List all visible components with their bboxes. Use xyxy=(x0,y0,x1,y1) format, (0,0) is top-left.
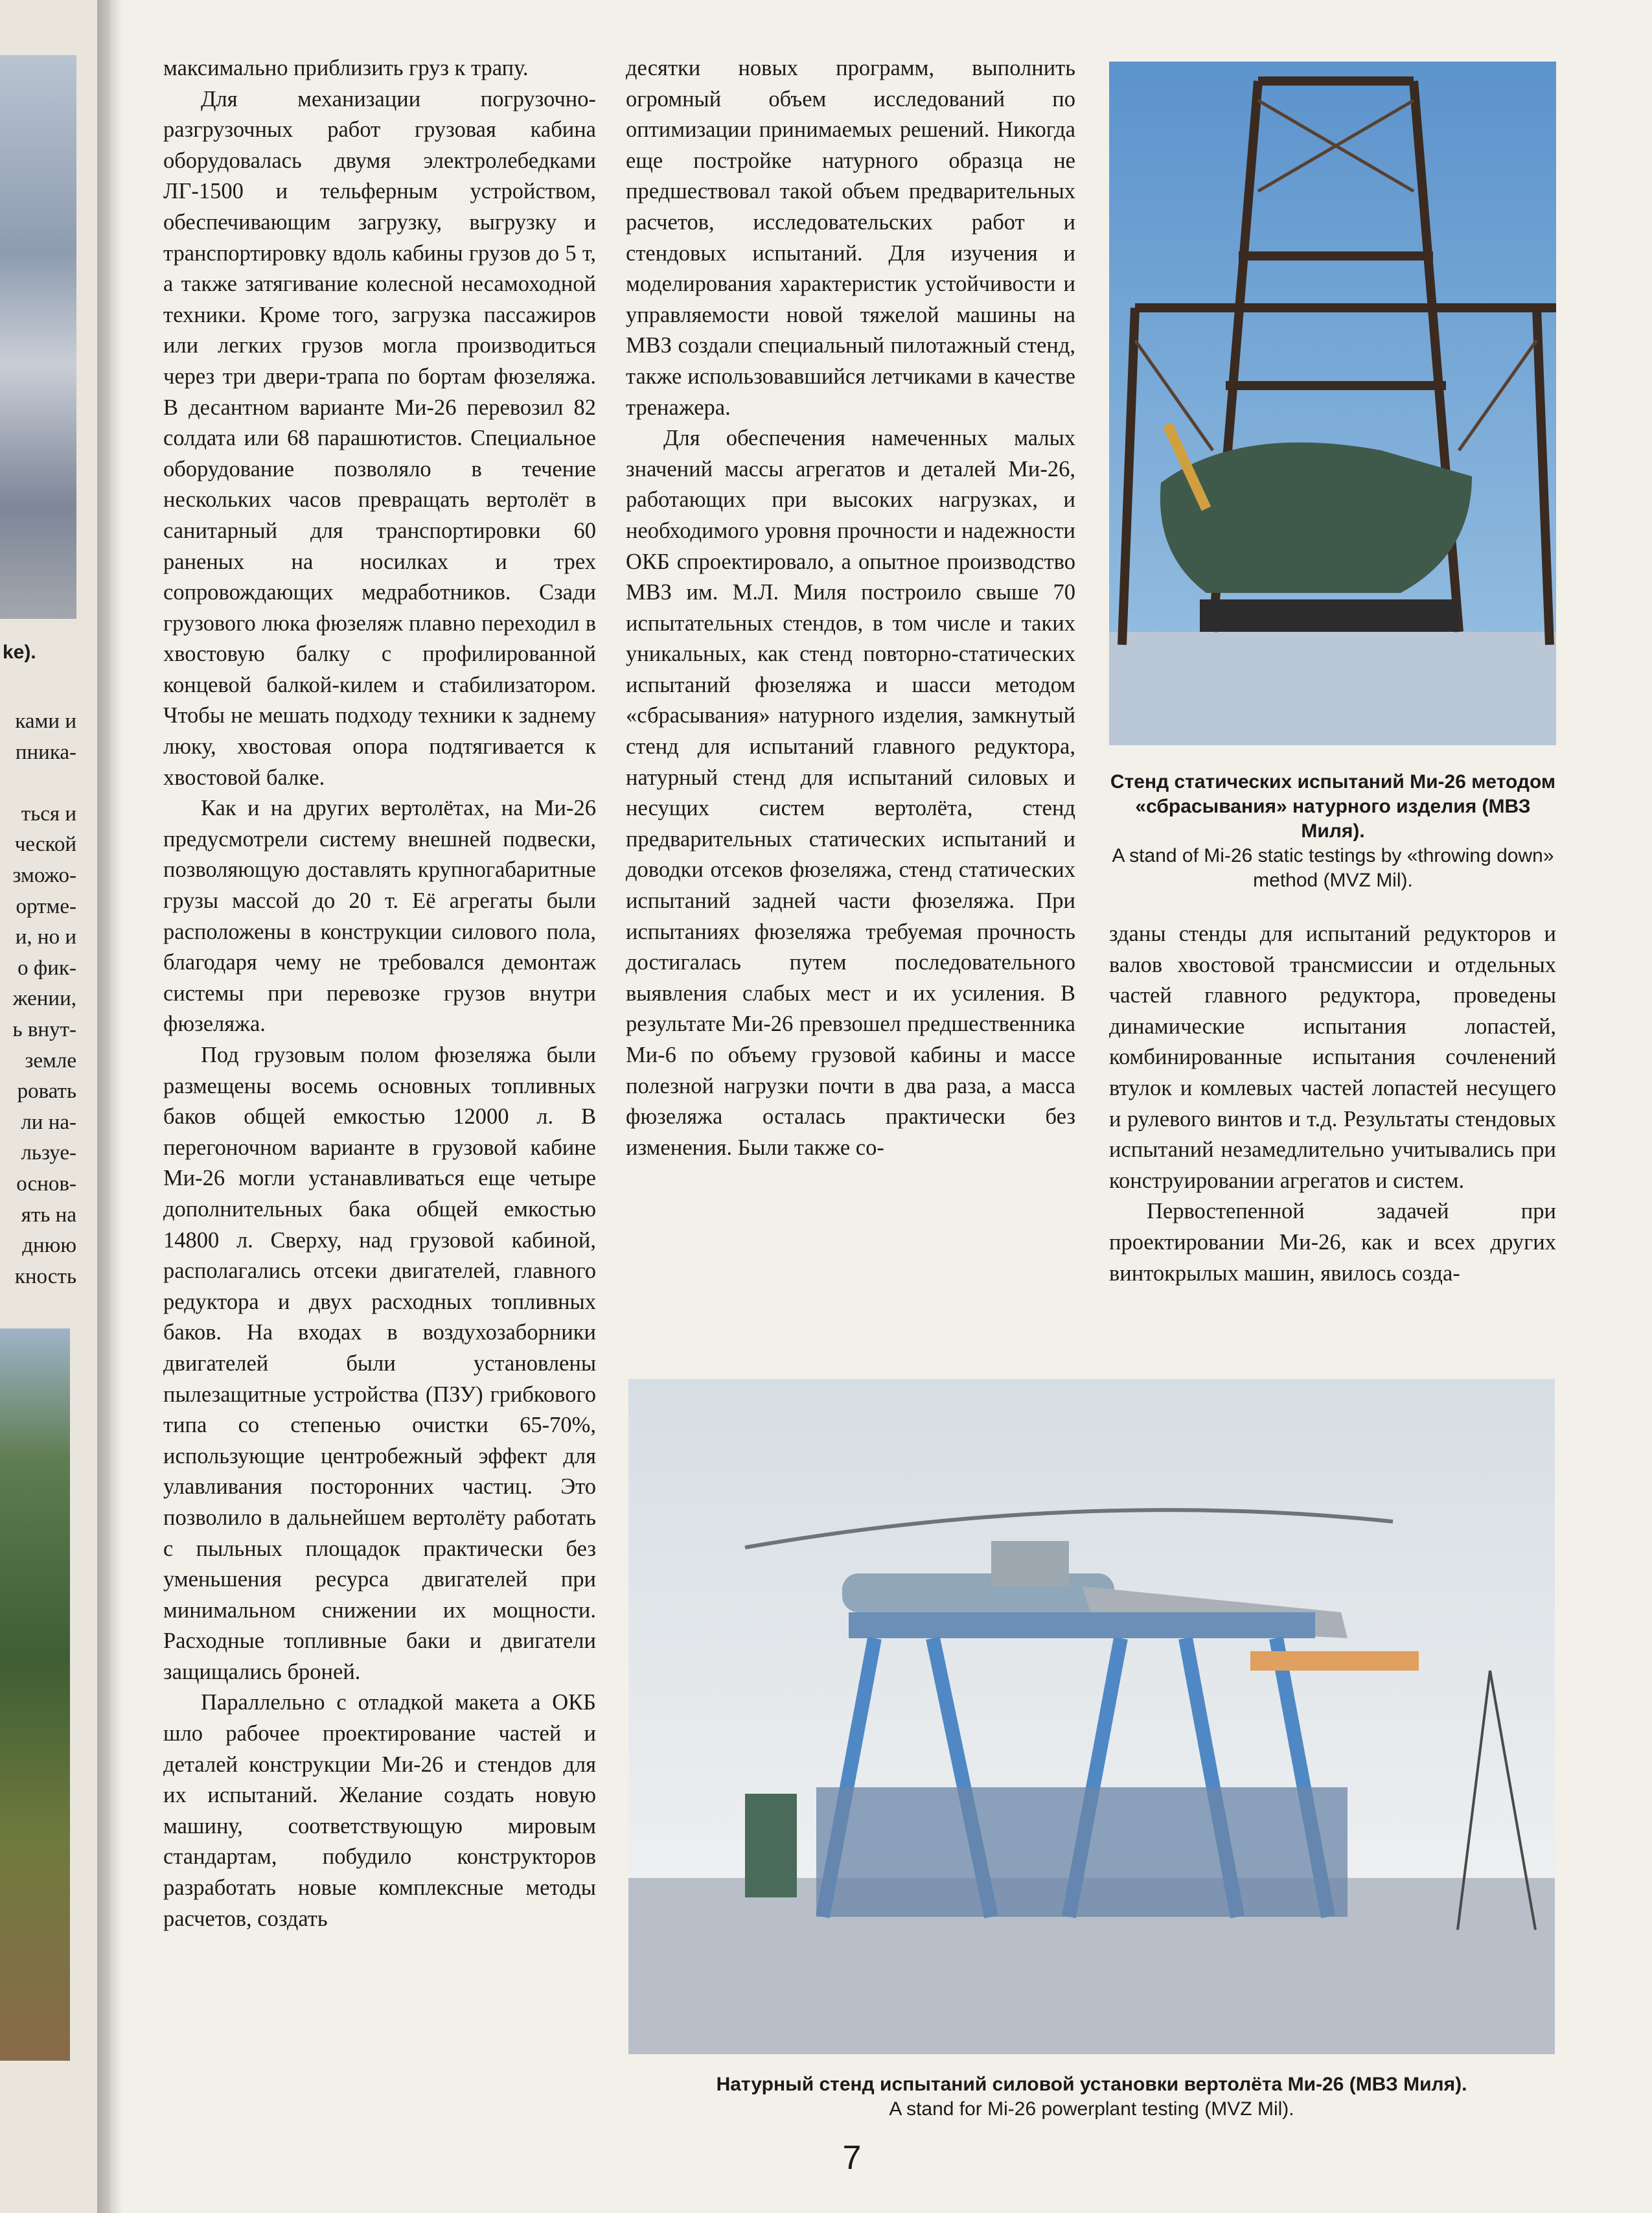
page-number: 7 xyxy=(842,2139,862,2177)
static-stand-illustration xyxy=(1109,62,1556,745)
fragment-line: пника- xyxy=(15,740,76,764)
previous-page-photo-bottom xyxy=(0,1328,70,2061)
fragment-line: ли на- xyxy=(21,1110,76,1134)
fragment-line: жении, xyxy=(12,987,76,1011)
fragment-line: ровать xyxy=(17,1080,76,1104)
fragment-line: ческой xyxy=(14,833,76,857)
paragraph: Как и на других вертолётах, на Ми-26 предусмотрели систему внешней подвески, позволяющую доставлять крупногабаритные грузы массой до 20 т. Её агрегаты были расположены в конструкции силового пола, благодаря чему не требовался демонтаж системы при перевозке грузов внутри фюзеляжа. xyxy=(163,796,596,1037)
paragraph: зданы стенды для испытаний редукторов и валов хвостовой трансмиссии и отдельных частей главного редуктора, проведены динамические испытания лопастей, комбинированные испытания сочленений втулок и комлевых частей лопастей несущего и рулевого винтов и т.д. Результаты стендовых испытаний незамедлительно учитывались при конструировании агрегатов и систем. xyxy=(1109,921,1556,1193)
previous-page-edge xyxy=(0,0,110,2213)
previous-page-caption-fragment: ke). xyxy=(3,642,36,663)
caption-russian: Натурный стенд испытаний силовой установки вертолёта Ми-26 (МВЗ Миля). xyxy=(716,2074,1467,2095)
fragment-line: земле xyxy=(25,1049,76,1072)
caption-english: A stand for Mi-26 powerplant testing (MVZ Mil). xyxy=(889,2098,1294,2120)
fragment-line: льзуе- xyxy=(21,1141,76,1165)
paragraph: Для обеспечения намеченных малых значений массы агрегатов и деталей Ми-26, работающих при высоких нагрузках, и необходимого уровня прочности и надежности ОКБ спроектировало, а опытное производство МВЗ им. М.Л. Миля построило свыше 70 испытательных стендов, в том числе и таких уникальных, как стенд повторно-статических испытаний фюзеляжа и шасси методом «сбрасывания» натурного изделия, замкнутый стенд для испытаний главного редуктора, натурный стенд для испытаний силовых и несущих систем вертолёта, стенд предварительных статических испытаний и доводки отсеков фюзеляжа, стенд статических испытаний задней части фюзеляжа. При испытаниях фюзеляжа требуемая прочность достигалась путем последовательного выявления слабых мест и их усиления. В результате Ми-26 превзошел предшественника Ми-6 по объему грузовой кабины и массе полезной нагрузки почти в два раза, а масса фюзеляжа осталась практически без изменения. Были также со- xyxy=(626,426,1075,1160)
fragment-line: ками и xyxy=(15,710,76,733)
fragment-line: ться и xyxy=(21,802,76,826)
text-column-2 xyxy=(626,53,1075,1163)
fragment-line: днюю xyxy=(22,1234,76,1258)
photo-static-test-stand xyxy=(1109,62,1556,745)
fragment-line: и, но и xyxy=(15,925,76,949)
fragment-line: о фик- xyxy=(17,956,76,980)
caption-english: A stand of Mi-26 static testings by «throwing down» method (MVZ Mil). xyxy=(1112,845,1554,891)
figure-1-caption xyxy=(1101,770,1565,893)
powerplant-stand-illustration xyxy=(628,1379,1555,2054)
fragment-line: ортме- xyxy=(16,894,76,918)
caption-russian: Стенд статических испытаний Ми-26 методом «сбрасывания» натурного изделия (МВЗ Миля). xyxy=(1110,771,1556,842)
binding-gutter xyxy=(97,0,123,2213)
fragment-line: основ- xyxy=(16,1172,76,1196)
fragment-line: ять на xyxy=(21,1203,76,1227)
previous-page-photo-top xyxy=(0,55,76,619)
paragraph: максимально приблизить груз к трапу. xyxy=(163,56,529,80)
fragment-line xyxy=(0,768,76,799)
fragment-line: кность xyxy=(14,1264,76,1288)
figure-2-caption xyxy=(628,2072,1555,2122)
fragment-line: ь внут- xyxy=(12,1017,76,1041)
fragment-line: зможо- xyxy=(12,863,76,887)
previous-page-text-fragments xyxy=(0,706,76,1292)
paragraph: Под грузовым полом фюзеляжа были размещены восемь основных топливных баков общей емкостью 12000 л. В перегоночном варианте в грузовой кабине Ми-26 могли устанавливаться еще четыре дополнительных бака общей емкостью 14800 л. Сверху, над грузовой кабиной, располагались отсеки двигателей, главного редуктора и двух расходных топливных баков. На входах в воздухозаборники двигателей были установлены пылезащитные устройства (ПЗУ) грибкового типа со степенью очистки 65-70%, использующие центробежный эффект для улавливания посторонних частиц. Это позволило в дальнейшем вертолёту работать с пыльных площадок практически без уменьшения ресурса двигателей при минимальном снижении их мощности. Расходные топливные баки и двигатели защищались броней. xyxy=(163,1043,596,1684)
paragraph: Параллельно с отладкой макета а ОКБ шло рабочее проектирование частей и деталей конструкции Ми-26 и стендов для их испытаний. Желание создать новую машину, соответствующую мировым стандартам, побудило конструкторов разработать новые комплексные методы расчетов, создать xyxy=(163,1690,596,1931)
paragraph: Первостепенной задачей при проектировании Ми-26, как и всех других винтокрылых машин, явилось созда- xyxy=(1109,1199,1556,1286)
paragraph: десятки новых программ, выполнить огромный объем исследований по оптимизации принимаемых решений. Никогда еще постройке натурного образца не предшествовал такой объем предварительных расчетов, исследовательских работ и стендовых испытаний. Для изучения и моделирования характеристик устойчивости и управляемости новой тяжелой машины на МВЗ создали специальный пилотажный стенд, также использовавшийся летчиками в качестве тренажера. xyxy=(626,56,1075,420)
text-column-3 xyxy=(1109,919,1556,1289)
text-column-1 xyxy=(163,53,596,1934)
photo-powerplant-test-stand xyxy=(628,1379,1555,2054)
paragraph: Для механизации погрузочно-разгрузочных работ грузовая кабина оборудовалась двумя электролебедками ЛГ-1500 и тельферным устройством, обеспечивающим загрузку, выгрузку и транспортировку вдоль кабины грузов до 5 т, а также затягивание колесной несамоходной техники. Кроме того, загрузка пассажиров или легких грузов могла производиться через три двери-трапа по бортам фюзеляжа. В десантном варианте Ми-26 перевозил 82 солдата или 68 парашютистов. Специальное оборудование позволяло в течение нескольких часов превращать вертолёт в санитарный для транспортировки 60 раненых на носилках и трех сопровождающих медработников. Сзади грузового люка фюзеляж плавно переходил в хвостовую балку с профилированной концевой балкой-килем и стабилизатором. Чтобы не мешать подходу техники к заднему люку, хвостовая опора подтягивается к хвостовой балке. xyxy=(163,86,596,790)
